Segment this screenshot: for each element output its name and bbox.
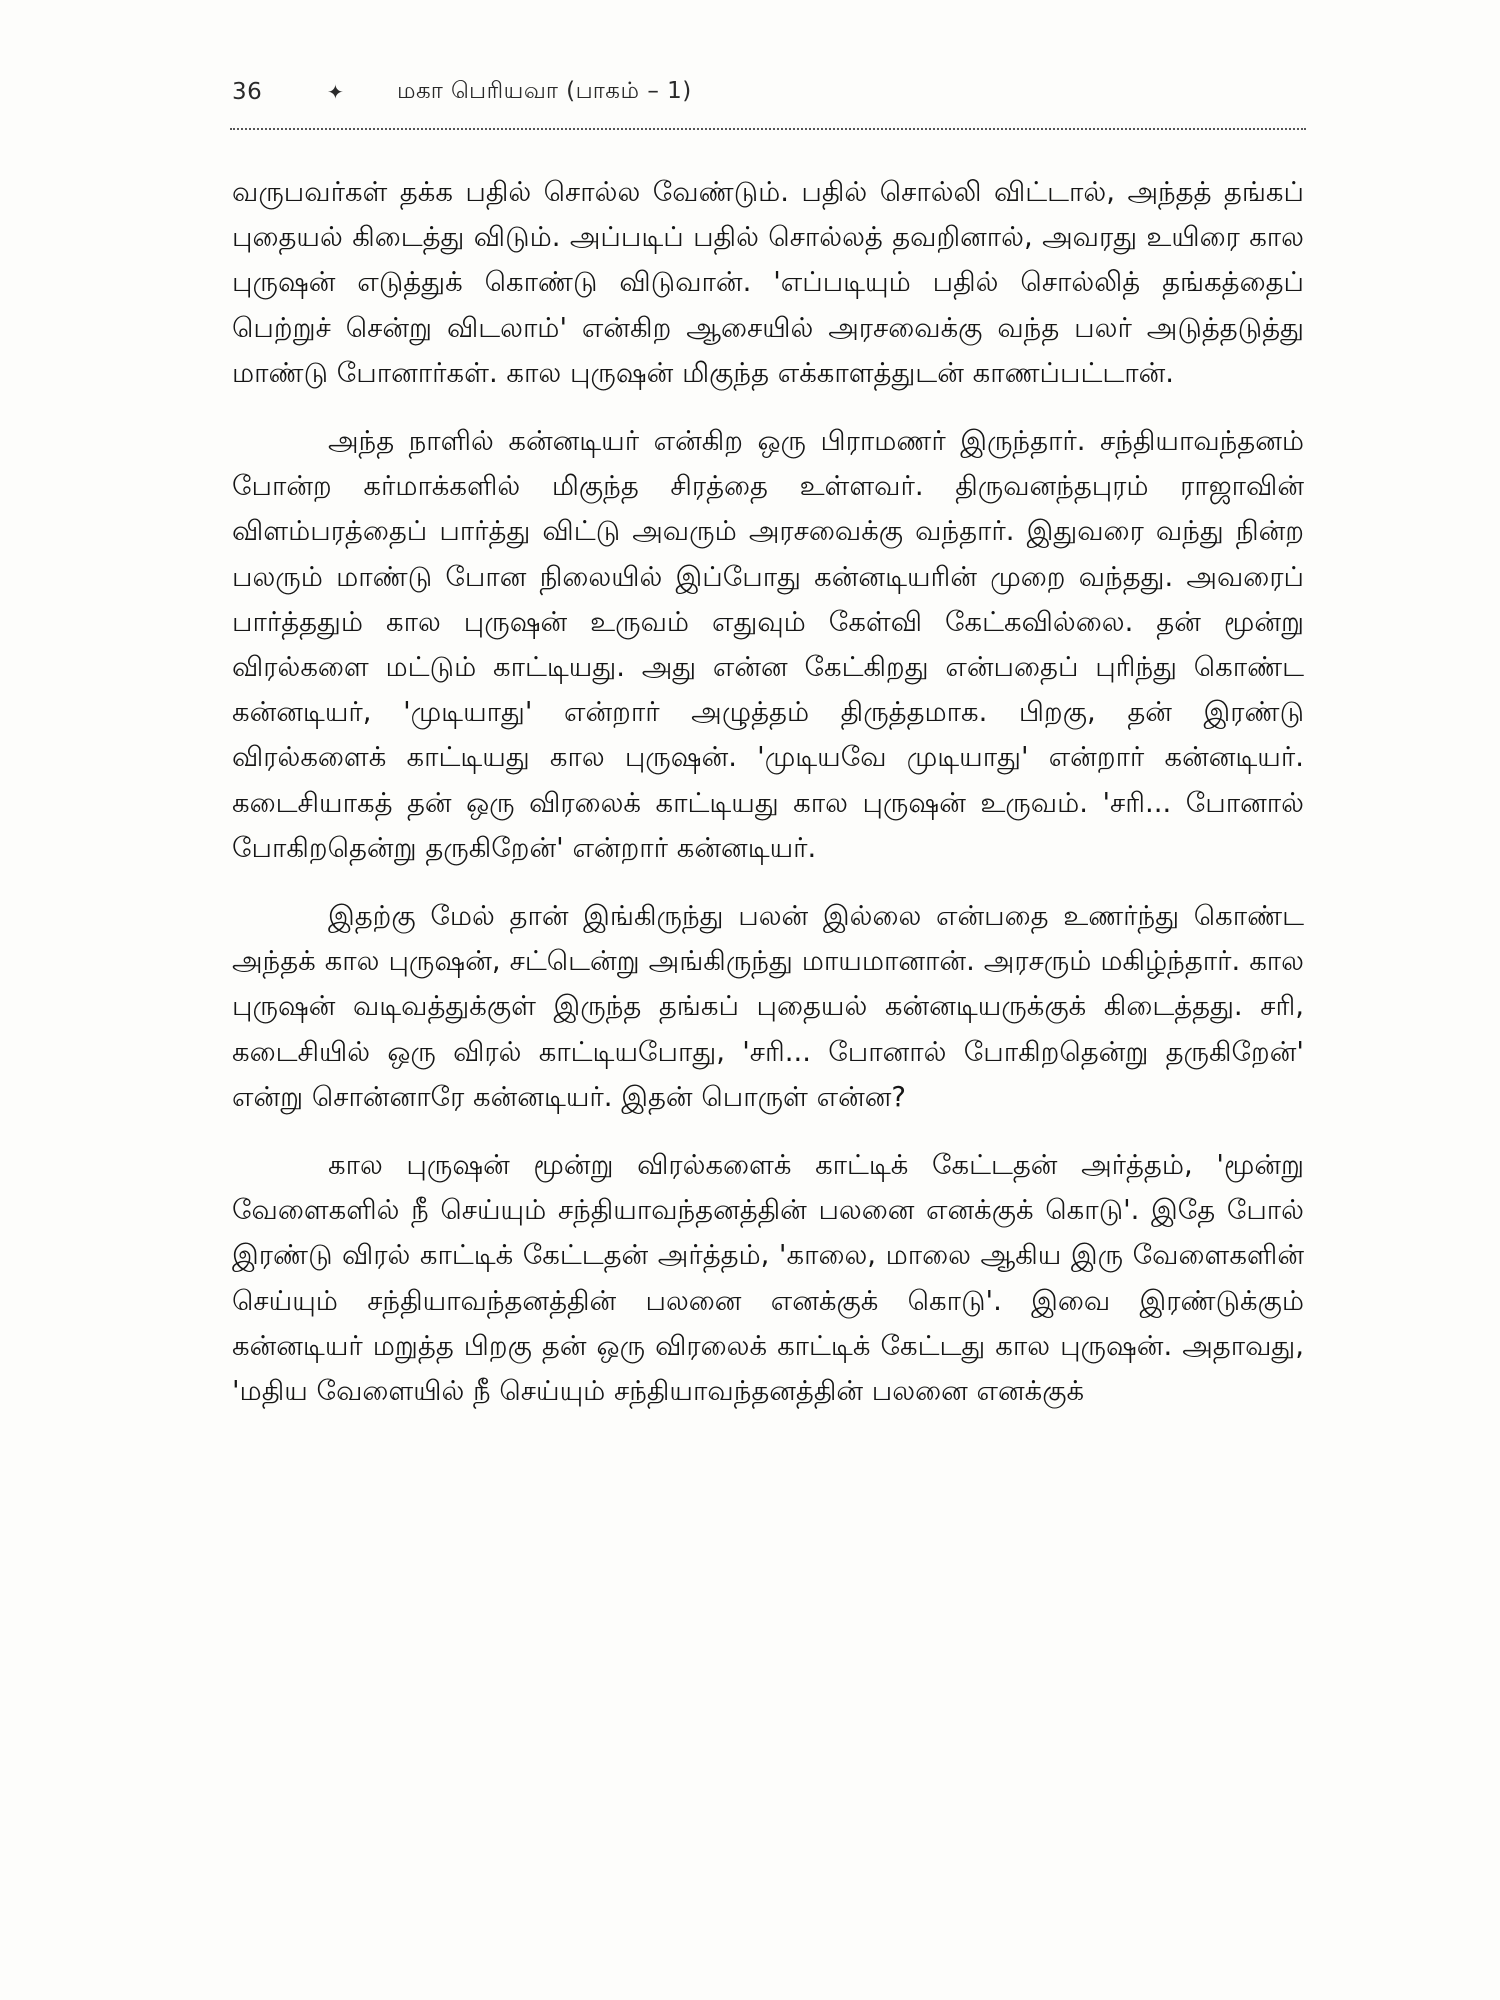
paragraph: கால புருஷன் மூன்று விரல்களைக் காட்டிக் கேட்டதன் அர்த்தம், 'மூன்று வேளைகளில் நீ செய்யும் சந்தியாவந்தனத்தின் பலனை எனக்குக் கொடு'. இதே போல் இரண்டு விரல் காட்டிக் கேட்டதன் அர்த்தம், 'காலை, மாலை ஆகிய இரு வேளைகளின் செய்யும் சந்தியாவந்தனத்தின் பலனை எனக்குக் கொடு'. இவை இரண்டுக்கும் கன்னடியர் மறுத்த பிறகு தன் ஒரு விரலைக் காட்டிக் கேட்டது கால புருஷன். அதாவது, 'மதிய வேளையில் நீ செய்யும் சந்தியாவந்தனத்தின் பலனை எனக்குக் bbox=[232, 1149, 1304, 1408]
book-title: மகா பெரியவா (பாகம் – 1) bbox=[397, 77, 692, 104]
page-number: 36 bbox=[232, 79, 263, 105]
header-divider bbox=[230, 128, 1306, 130]
paragraph: அந்த நாளில் கன்னடியர் என்கிற ஒரு பிராமணர் இருந்தார். சந்தியாவந்தனம் போன்ற கர்மாக்களில் மிகுந்த சிரத்தை உள்ளவர். திருவனந்தபுரம் ராஜாவின் விளம்பரத்தைப் பார்த்து விட்டு அவரும் அரசவைக்கு வந்தார். இதுவரை வந்து நின்ற பலரும் மாண்டு போன நிலையில் இப்போது கன்னடியரின் முறை வந்தது. அவரைப் பார்த்ததும் கால புருஷன் உருவம் எதுவும் கேள்வி கேட்கவில்லை. தன் மூன்று விரல்களை மட்டும் காட்டியது. அது என்ன கேட்கிறது என்பதைப் புரிந்து கொண்ட கன்னடியர், 'முடியாது' என்றார் அழுத்தம் திருத்தமாக. பிறகு, தன் இரண்டு விரல்களைக் காட்டியது கால புருஷன். 'முடியவே முடியாது' என்றார் கன்னடியர். கடைசியாகத் தன் ஒரு விரலைக் காட்டியது கால புருஷன் உருவம். 'சரி... போனால் போகிறதென்று தருகிறேன்' என்றார் கன்னடியர். bbox=[232, 425, 1304, 864]
paragraph: வருபவர்கள் தக்க பதில் சொல்ல வேண்டும். பதில் சொல்லி விட்டால், அந்தத் தங்கப் புதையல் கிடைத்து விடும். அப்படிப் பதில் சொல்லத் தவறினால், அவரது உயிரை கால புருஷன் எடுத்துக் கொண்டு விடுவான். 'எப்படியும் பதில் சொல்லித் தங்கத்தைப் பெற்றுச் சென்று விடலாம்' என்கிற ஆசையில் அரசவைக்கு வந்த பலர் அடுத்தடுத்து மாண்டு போனார்கள். கால புருஷன் மிகுந்த எக்காளத்துடன் காணப்பட்டான். bbox=[232, 176, 1304, 389]
body-text bbox=[232, 170, 1304, 1437]
running-header bbox=[232, 72, 1304, 112]
header-ornament-icon: ✦ bbox=[327, 80, 345, 104]
paragraph: இதற்கு மேல் தான் இங்கிருந்து பலன் இல்லை என்பதை உணர்ந்து கொண்ட அந்தக் கால புருஷன், சட்டென்று அங்கிருந்து மாயமானான். அரசரும் மகிழ்ந்தார். கால புருஷன் வடிவத்துக்குள் இருந்த தங்கப் புதையல் கன்னடியருக்குக் கிடைத்தது. சரி, கடைசியில் ஒரு விரல் காட்டியபோது, 'சரி... போனால் போகிறதென்று தருகிறேன்' என்று சொன்னாரே கன்னடியர். இதன் பொருள் என்ன? bbox=[232, 900, 1304, 1113]
